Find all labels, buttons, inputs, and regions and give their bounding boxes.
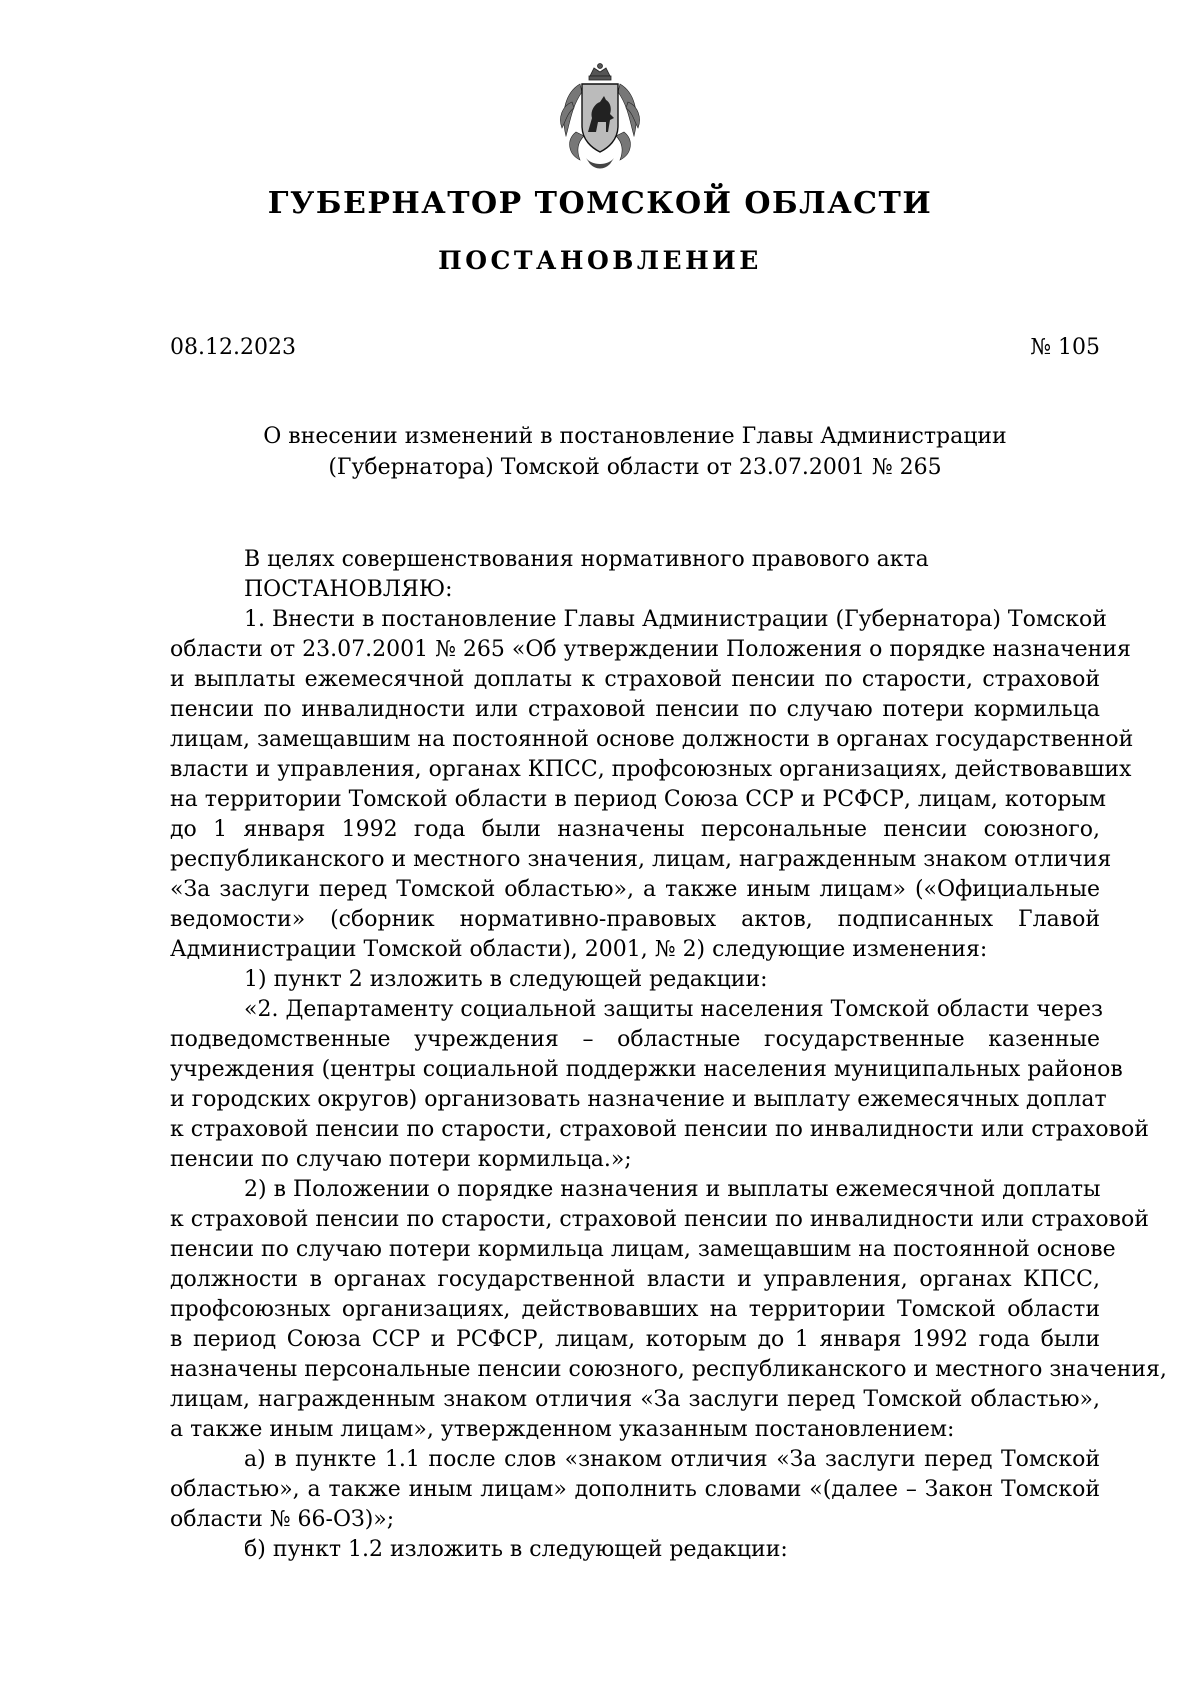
coat-of-arms-icon xyxy=(552,62,648,172)
body-line: области от 23.07.2001 № 265 «Об утверждении Положения о порядке назначения xyxy=(170,637,1131,662)
body-line: к страховой пенсии по старости, страховой пенсии по инвалидности или страховой xyxy=(170,1117,1149,1142)
document-type: ПОСТАНОВЛЕНИЕ xyxy=(438,246,762,275)
document-date: 08.12.2023 xyxy=(170,335,296,360)
body-line: 1. Внести в постановление Главы Администрации (Губернатора) Томской xyxy=(244,607,1107,632)
body-line: Администрации Томской области), 2001, № 2) следующие изменения: xyxy=(170,937,988,962)
body-line: 1) пункт 2 изложить в следующей редакции: xyxy=(244,967,768,992)
body-line: б) пункт 1.2 изложить в следующей редакции: xyxy=(244,1537,788,1562)
body-line: «За заслуги перед Томской областью», а также иным лицам» («Официальные xyxy=(170,877,1100,902)
document-body xyxy=(170,545,1167,1565)
body-line: а) в пункте 1.1 после слов «знаком отличия «За заслуги перед Томской xyxy=(244,1447,1100,1472)
body-line: области № 66-ОЗ)»; xyxy=(170,1507,395,1532)
body-line: 2) в Положении о порядке назначения и выплаты ежемесячной доплаты xyxy=(244,1177,1101,1202)
body-line: до 1 января 1992 года были назначены персональные пенсии союзного, xyxy=(170,817,1100,842)
body-line: а также иным лицам», утвержденном указанным постановлением: xyxy=(170,1417,955,1442)
body-line: ПОСТАНОВЛЯЮ: xyxy=(244,577,453,602)
body-line: ведомости» (сборник нормативно-правовых актов, подписанных Главой xyxy=(170,907,1100,932)
body-line: В целях совершенствования нормативного правового акта xyxy=(244,547,929,572)
subject-line: О внесении изменений в постановление Главы Администрации xyxy=(263,424,1007,449)
body-line: профсоюзных организациях, действовавших на территории Томской области xyxy=(170,1297,1100,1322)
body-line: пенсии по инвалидности или страховой пенсии по случаю потери кормильца xyxy=(170,697,1100,722)
body-line: республиканского и местного значения, лицам, награжденным знаком отличия xyxy=(170,847,1112,872)
body-line: к страховой пенсии по старости, страховой пенсии по инвалидности или страховой xyxy=(170,1207,1149,1232)
body-line: лицам, награжденным знаком отличия «За заслуги перед Томской областью», xyxy=(170,1387,1100,1412)
body-line: власти и управления, органах КПСС, профсоюзных организациях, действовавших xyxy=(170,757,1132,782)
body-line: назначены персональные пенсии союзного, республиканского и местного значения, xyxy=(170,1357,1167,1382)
body-line: и городских округов) организовать назначение и выплату ежемесячных доплат xyxy=(170,1087,1107,1112)
body-line: подведомственные учреждения – областные государственные казенные xyxy=(170,1027,1100,1052)
subject-line: (Губернатора) Томской области от 23.07.2001 № 265 xyxy=(328,455,942,480)
body-line: лицам, замещавшим на постоянной основе должности в органах государственной xyxy=(170,727,1134,752)
body-line: и выплаты ежемесячной доплаты к страховой пенсии по старости, страховой xyxy=(170,667,1100,692)
body-line: должности в органах государственной власти и управления, органах КПСС, xyxy=(170,1267,1100,1292)
body-line: пенсии по случаю потери кормильца лицам, замещавшим на постоянной основе xyxy=(170,1237,1116,1262)
body-line: в период Союза ССР и РСФСР, лицам, которым до 1 января 1992 года были xyxy=(170,1327,1100,1352)
body-line: учреждения (центры социальной поддержки населения муниципальных районов xyxy=(170,1057,1123,1082)
body-line: областью», а также иным лицам» дополнить словами «(далее – Закон Томской xyxy=(170,1477,1100,1502)
body-line: «2. Департаменту социальной защиты населения Томской области через xyxy=(244,997,1104,1022)
document-subject xyxy=(170,421,1100,483)
organization-title: ГУБЕРНАТОР ТОМСКОЙ ОБЛАСТИ xyxy=(267,186,933,221)
body-line: пенсии по случаю потери кормильца.»; xyxy=(170,1147,632,1172)
document-number: № 105 xyxy=(1030,335,1100,360)
body-line: на территории Томской области в период Союза ССР и РСФСР, лицам, которым xyxy=(170,787,1107,812)
